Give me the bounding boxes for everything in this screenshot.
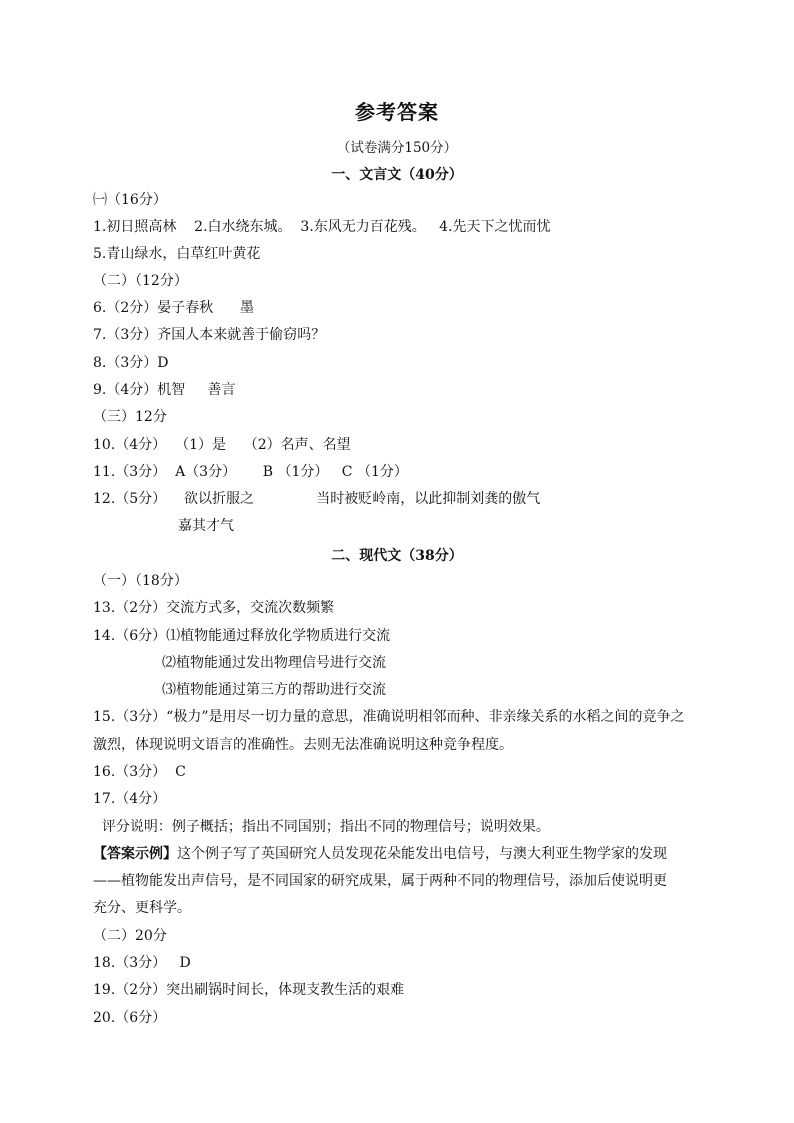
section-heading-modern: 二、现代文（38分） (331, 548, 463, 564)
answer-line: 充分、更科学。 (93, 900, 191, 916)
answer-line: ⑶植物能通过第三方的帮助进行交流 (162, 682, 386, 698)
answer-line: 9.（4分）机智 善言 (93, 382, 236, 398)
answer-line: 1.初日照高林 2.白水绕东城。 3.东风无力百花残。 4.先天下之忧而忧 (93, 219, 551, 235)
answer-line: 14.（6分）⑴植物能通过释放化学物质进行交流 (93, 628, 391, 644)
answer-line: 15.（3分）“极力”是用尽一切力量的意思，准确说明相邻而种、非亲缘关系的水稻之间的竞争之 (93, 709, 685, 725)
answer-line: 13.（2分）交流方式多，交流次数频繁 (93, 600, 335, 616)
answer-line: （二）（12分） (93, 273, 188, 289)
answer-example-label: 【答案示例】 (93, 846, 177, 862)
answer-line: （二）20分 (93, 928, 167, 944)
answer-line: 11.（3分） A（3分） B （1分） C （1分） (93, 464, 408, 480)
answer-line: 激烈，体现说明文语言的准确性。去则无法准确说明这种竞争程度。 (93, 737, 513, 753)
answer-line: 嘉其才气 (178, 518, 234, 534)
answer-line: 19.（2分）突出刷锅时间长，体现支教生活的艰难 (93, 982, 405, 998)
answer-line: 20.（6分） (93, 1010, 167, 1026)
answer-line: ⑵植物能通过发出物理信号进行交流 (162, 655, 386, 671)
page-subtitle: （试卷满分150分） (336, 140, 458, 156)
page-title: 参考答案 (355, 100, 439, 124)
answer-line: 17.（4分） (93, 791, 167, 807)
answer-line: （一）（18分） (93, 573, 188, 589)
answer-line: ——植物能发出声信号，是不同国家的研究成果，属于两种不同的物理信号，添加后使说明更 (93, 873, 667, 889)
answer-line: 12.（5分） 欲以折服之 当时被贬岭南，以此抑制刘龚的傲气 (93, 491, 541, 507)
section-heading-classical: 一、文言文（40分） (331, 167, 463, 183)
answer-line: 5.青山绿水，白草红叶黄花 (93, 246, 261, 262)
answer-line: 18.（3分） D (93, 955, 191, 971)
answer-line: 6.（2分）晏子春秋 墨 (93, 300, 254, 316)
answer-line: 16.（3分） C (93, 764, 186, 780)
answer-line: 评分说明：例子概括；指出不同国别；指出不同的物理信号；说明效果。 (93, 819, 550, 835)
answer-line: 7.（3分）齐国人本来就善于偷窃吗？ (93, 327, 326, 343)
answer-line: 10.（4分） （1）是 （2）名声、名望 (93, 437, 351, 453)
answer-line (93, 845, 667, 863)
answer-line: ㈠（16分） (93, 192, 167, 208)
answer-line: （三）12分 (93, 409, 167, 425)
answer-line: 8.（3分）D (93, 355, 169, 371)
answer-example-text: 这个例子写了英国研究人员发现花朵能发出电信号，与澳大利亚生物学家的发现 (177, 846, 667, 862)
